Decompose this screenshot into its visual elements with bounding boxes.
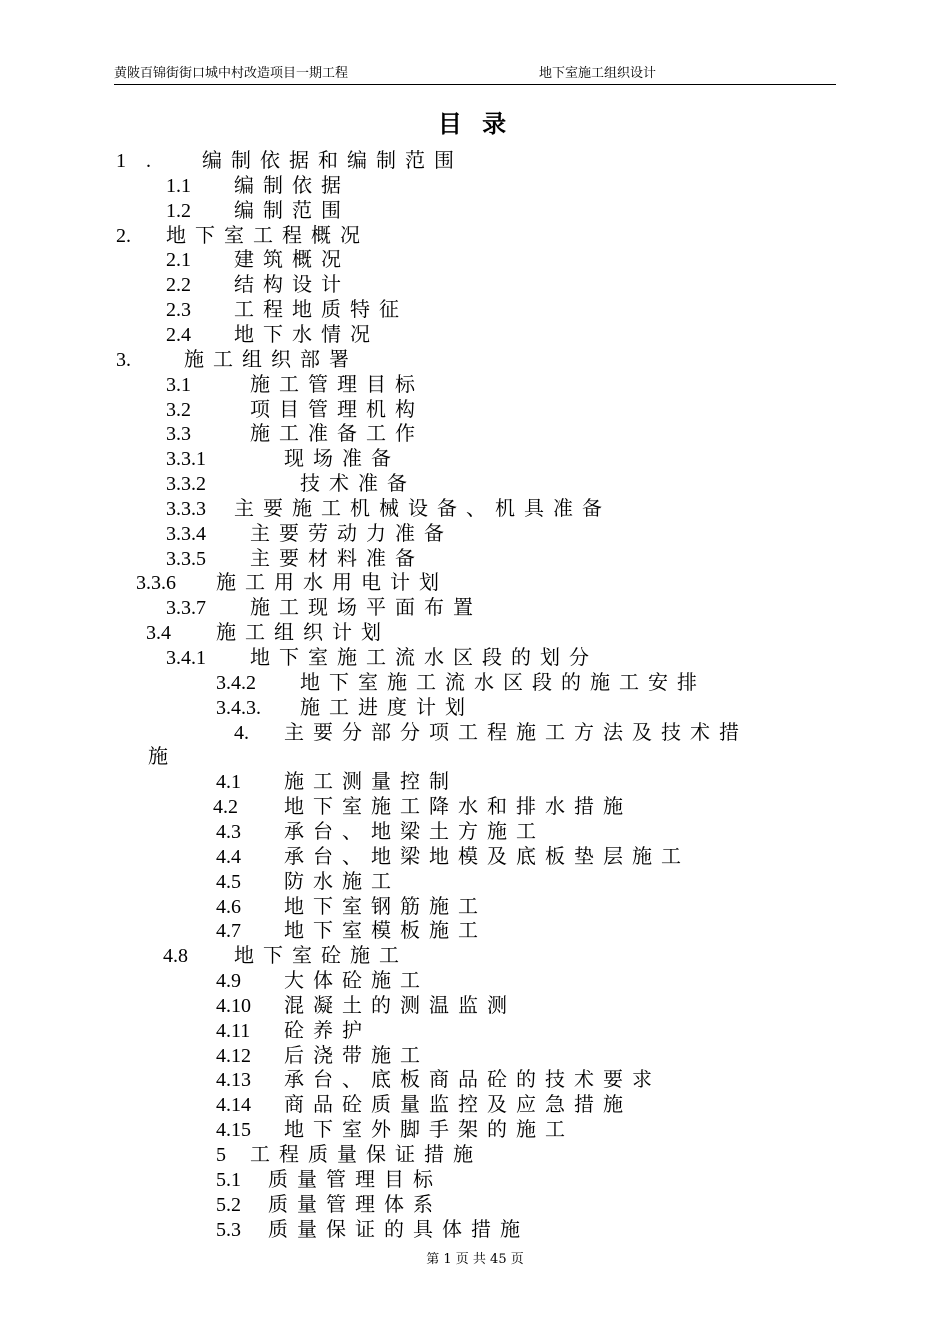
- toc-entry-title: 质量管理体系: [268, 1191, 442, 1216]
- toc-entry-title: 承台、底板商品砼的技术要求: [284, 1067, 661, 1092]
- toc-entry-number: 4.3: [216, 820, 241, 843]
- toc-entry[interactable]: [166, 173, 350, 198]
- toc-entry-number: 3.4: [146, 622, 171, 645]
- toc-entry-number: 5.1: [216, 1168, 241, 1191]
- toc-entry-title: 主要分部分项工程施工方法及技术措: [284, 719, 748, 744]
- page-title: 目 录: [437, 110, 513, 138]
- toc-entry-title: 施工准备工作: [250, 421, 424, 446]
- toc-entry-title: 商品砼质量监控及应急措施: [284, 1092, 632, 1117]
- toc-entry-number: 4.: [234, 721, 249, 744]
- toc-entry[interactable]: [166, 471, 416, 496]
- toc-entry-title: 承台、地梁土方施工: [284, 818, 545, 843]
- toc-entry-number: 4.11: [216, 1019, 251, 1042]
- toc-entry-number: 4.8: [163, 945, 188, 968]
- toc-entry-title: 大体砼施工: [284, 968, 429, 993]
- toc-entry-number: 4.2: [213, 796, 238, 819]
- toc-entry[interactable]: [216, 1067, 661, 1092]
- toc-entry-title: 地下室工程概况: [166, 222, 369, 247]
- toc-entry-title: 地下室施工流水区段的施工安排: [300, 669, 706, 694]
- toc-entry-title: 地下室模板施工: [284, 918, 487, 943]
- toc-entry-title: 施工测量控制: [284, 769, 458, 794]
- toc-entry-title: 地下室施工流水区段的划分: [250, 645, 598, 669]
- toc-entry-title: 结构设计: [234, 272, 350, 297]
- toc-entry[interactable]: [166, 546, 424, 571]
- toc-entry[interactable]: [166, 397, 424, 422]
- toc-entry-number: 4.12: [216, 1044, 251, 1067]
- toc-entry-title: 施工进度计划: [300, 694, 474, 719]
- toc-entry-title: 编制范围: [234, 197, 350, 222]
- toc-entry-title: 编制依据和编制范围: [202, 148, 463, 172]
- toc-entry[interactable]: [166, 595, 482, 620]
- toc-entry[interactable]: [166, 272, 350, 297]
- toc-entry-number: 4.6: [216, 895, 241, 918]
- toc-entry-title: 工程地质特征: [234, 297, 408, 322]
- toc-entry-number: 4.4: [216, 845, 241, 868]
- toc-entry-title: 施工管理目标: [250, 371, 424, 396]
- toc-entry[interactable]: [166, 496, 611, 521]
- toc-entry-title: 技术准备: [300, 471, 416, 496]
- toc-entry-title: 施工组织计划: [216, 620, 390, 645]
- toc-entry[interactable]: [216, 769, 458, 794]
- toc-entry-number: 1.2: [166, 199, 191, 222]
- toc-entry-number: 3.3.4: [166, 522, 206, 545]
- toc-entry-number: 4.13: [216, 1069, 251, 1092]
- toc-entry[interactable]: [216, 894, 487, 919]
- toc-entry-number: 5.2: [216, 1193, 241, 1216]
- toc-entry-title: 主要劳动力准备: [250, 520, 453, 545]
- toc-entry-number: 3.3.2: [166, 473, 206, 496]
- toc-entry-title: 质量管理目标: [268, 1166, 442, 1191]
- toc-entry-title: 地下室钢筋施工: [284, 893, 487, 918]
- toc-entry-number: 5: [216, 1144, 226, 1166]
- toc-entry-title: 现场准备: [284, 446, 400, 471]
- toc-entry-number: 3.1: [166, 373, 191, 396]
- toc-entry-number: 4.7: [216, 920, 241, 943]
- toc-entry-number: 2.3: [166, 299, 191, 322]
- toc-entry[interactable]: [216, 993, 516, 1018]
- toc-entry[interactable]: [116, 223, 369, 248]
- toc-entry-title: 地下室砼施工: [234, 943, 408, 968]
- toc-entry-number: 3.3: [166, 423, 191, 446]
- toc-entry-number: 4.5: [216, 870, 241, 893]
- toc-entry[interactable]: [216, 1018, 371, 1043]
- toc-entry[interactable]: [216, 1043, 429, 1068]
- toc-entry[interactable]: [216, 1117, 574, 1142]
- toc-entry-title: 施工用水用电计划: [216, 570, 448, 595]
- toc-entry-title: 地下水情况: [234, 321, 379, 346]
- toc-entry-number: 3.3.6: [136, 572, 176, 595]
- header-document-name: 地下室施工组织设计: [539, 66, 657, 81]
- toc-entry[interactable]: [166, 247, 350, 272]
- toc-entry-title: 防水施工: [284, 868, 400, 893]
- page-header: [114, 64, 836, 85]
- toc-entry-number: 5.3: [216, 1218, 241, 1241]
- toc-entry-title: 主要施工机械设备、机具准备: [234, 495, 611, 520]
- toc-entry-title: 施工现场平面布置: [250, 595, 482, 620]
- toc-entry-number: 4.14: [216, 1094, 251, 1117]
- toc-entry-title: 施: [148, 744, 177, 769]
- toc-entry-number: 4.10: [216, 994, 251, 1017]
- toc-entry-title: 地下室施工降水和排水措施: [284, 794, 632, 819]
- toc-entry-number: 1.1: [166, 174, 191, 197]
- toc-entry[interactable]: [216, 968, 429, 993]
- header-project-name: 黄陂百锦街街口城中村改造项目一期工程: [114, 66, 349, 81]
- toc-entry[interactable]: [166, 521, 453, 546]
- toc-entry[interactable]: [148, 744, 177, 768]
- toc-entry[interactable]: [216, 1192, 442, 1217]
- toc-entry[interactable]: [216, 918, 487, 943]
- toc-entry-number: 1 .: [116, 150, 151, 172]
- toc-entry[interactable]: [166, 446, 400, 471]
- toc-entry-title: 混凝土的测温监测: [284, 992, 516, 1017]
- toc-entry[interactable]: [216, 695, 474, 720]
- toc-entry-number: 3.4.2: [216, 671, 256, 694]
- toc-entry-title: 建筑概况: [234, 247, 350, 272]
- toc-entry[interactable]: [116, 347, 358, 372]
- toc-entry[interactable]: [216, 1217, 529, 1242]
- toc-entry[interactable]: [216, 670, 706, 695]
- toc-entry-number: 4.9: [216, 970, 241, 993]
- toc-entry-number: 3.3.7: [166, 597, 206, 620]
- toc-entry-number: 2.: [116, 224, 131, 247]
- toc-entry[interactable]: [166, 372, 424, 397]
- toc-entry-title: 工程质量保证措施: [250, 1142, 482, 1166]
- toc-entry-number: 2.1: [166, 249, 191, 272]
- page-footer: 第 1 页 共 45 页: [426, 1252, 524, 1267]
- toc-entry[interactable]: [116, 148, 463, 173]
- toc-entry-title: 后浇带施工: [284, 1042, 429, 1067]
- toc-entry-number: 3.3.1: [166, 448, 206, 471]
- toc-entry[interactable]: [136, 570, 448, 595]
- toc-entry[interactable]: [216, 819, 545, 844]
- toc-entry[interactable]: [166, 322, 379, 347]
- toc-entry-title: 承台、地梁地模及底板垫层施工: [284, 843, 690, 868]
- toc-entry[interactable]: [213, 794, 632, 819]
- toc-entry-number: 4.15: [216, 1119, 251, 1142]
- toc-entry[interactable]: [166, 198, 350, 223]
- toc-entry-title: 质量保证的具体措施: [268, 1216, 529, 1241]
- toc-entry[interactable]: [166, 421, 424, 446]
- toc-entry-title: 编制依据: [234, 172, 350, 197]
- toc-entry-number: 3.4.1: [166, 647, 206, 669]
- toc-entry-number: 3.3.3: [166, 497, 206, 520]
- toc-entry-number: 3.3.5: [166, 547, 206, 570]
- toc-entry-number: 3.4.3.: [216, 696, 261, 719]
- toc-entry-number: 2.4: [166, 323, 191, 346]
- toc-entry-number: 4.1: [216, 771, 241, 794]
- toc-entry[interactable]: [216, 844, 690, 869]
- toc-entry-number: 3.2: [166, 398, 191, 421]
- toc-entry-number: 2.2: [166, 274, 191, 297]
- toc-entry[interactable]: [163, 943, 408, 968]
- toc-entry-title: 地下室外脚手架的施工: [284, 1117, 574, 1142]
- toc-entry-title: 项目管理机构: [250, 396, 424, 421]
- toc-entry[interactable]: [234, 720, 748, 745]
- toc-entry-title: 主要材料准备: [250, 545, 424, 570]
- toc-entry[interactable]: [166, 297, 408, 322]
- toc-entry-title: 砼养护: [284, 1017, 371, 1042]
- toc-entry-title: 施工组织部署: [184, 346, 358, 371]
- toc-entry[interactable]: [166, 645, 598, 670]
- toc-entry[interactable]: [216, 1092, 632, 1117]
- toc-entry[interactable]: [146, 620, 390, 645]
- toc-entry[interactable]: [216, 1142, 482, 1167]
- toc-entry[interactable]: [216, 1167, 442, 1192]
- toc-entry[interactable]: [216, 869, 400, 894]
- toc-entry-number: 3.: [116, 348, 131, 371]
